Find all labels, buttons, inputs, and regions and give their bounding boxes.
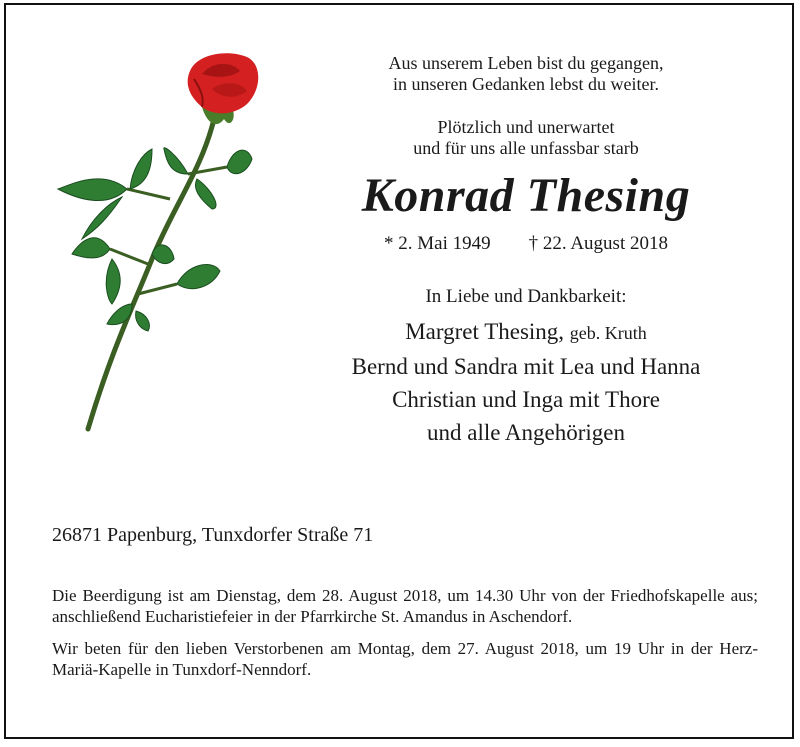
family-address: 26871 Papenburg, Tunxdorfer Straße 71 bbox=[52, 524, 374, 546]
intro-line-1: Plötzlich und unerwartet bbox=[437, 117, 615, 137]
memorial-quote bbox=[306, 53, 746, 95]
mourner-line-4: und alle Angehörigen bbox=[426, 420, 625, 445]
funeral-details: Die Beerdigung ist am Dienstag, dem 28. August 2018, um 14.30 Uhr von der Friedhofskapelle aus; anschließend Eucharistiefeier in der Pfarrkirche St. Amandus in Aschendorf. bbox=[52, 586, 758, 626]
death-date: † 22. August 2018 bbox=[528, 233, 668, 254]
quote-line-1: Aus unserem Leben bist du gegangen, bbox=[388, 53, 664, 73]
intro-line-2: und für uns alle unfassbar starb bbox=[413, 138, 639, 158]
mourner-spouse bbox=[306, 315, 746, 350]
obituary-frame bbox=[4, 3, 794, 739]
rose-illustration bbox=[52, 49, 262, 439]
birth-date: * 2. Mai 1949 bbox=[384, 233, 491, 254]
thanks-heading: In Liebe und Dankbarkeit: bbox=[425, 286, 627, 307]
spouse-name: Margret Thesing, bbox=[405, 319, 565, 344]
deceased-name: Konrad Thesing bbox=[361, 169, 691, 222]
death-announcement bbox=[306, 117, 746, 159]
spouse-maiden-name: geb. Kruth bbox=[569, 323, 647, 343]
life-dates bbox=[306, 233, 746, 255]
mourners-list bbox=[306, 315, 746, 449]
mourner-line-3: Christian und Inga mit Thore bbox=[392, 387, 660, 412]
mourner-line-2: Bernd und Sandra mit Lea und Hanna bbox=[351, 354, 701, 379]
quote-line-2: in unseren Gedanken lebst du weiter. bbox=[393, 74, 659, 94]
prayer-details: Wir beten für den lieben Verstorbenen am Montag, dem 27. August 2018, um 19 Uhr in der Herz-Mariä-Kapelle in Tunxdorf-Nenndorf. bbox=[52, 639, 758, 679]
obituary-header bbox=[306, 53, 746, 449]
service-info bbox=[52, 585, 758, 691]
